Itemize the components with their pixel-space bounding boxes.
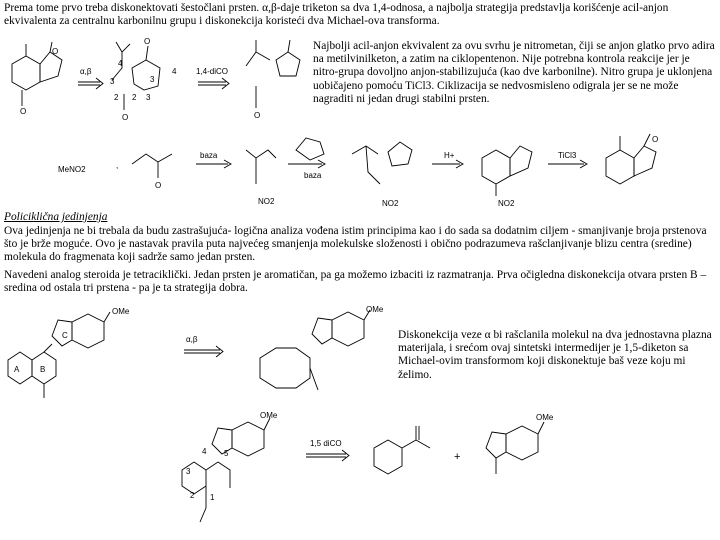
atom-number: 4	[202, 447, 207, 456]
arrow-label-1-5-dico: 1,5 diCO	[310, 439, 342, 448]
acyl-anion-paragraph: Najbolji acil-anjon ekvivalent za ovu svrhu je nitrometan, čiji se anjon glatko prvo adira na metilvinilketon, a zatim na ciklopentenon. Nije potrebna kontrola reakcije jer je nitro-grupa dovoljno anjon-stabilizujuća (kao dve karbonilne). Nitro grupa je uklonjena uobičajeno pomoću TiCl3. Ciklizacija se nedvosmisleno odigrala jer se ne može nagraditi ni jedan drugi stabilni prsten.	[313, 40, 715, 105]
atom-number: 3	[186, 467, 191, 476]
arrow-label-1-4-dico: 1,4-diCO	[196, 67, 229, 76]
intro-paragraph: Prema tome prvo treba diskonektovati šestočlani prsten. α,β-daje triketon sa dva 1,4-odnosa, a najbolja strategija predstavlja korišćenje acil-anjon ekvivalenta za centralnu karbonilnu grupu i diskonekcija koristeći dva Michael-ova transforma.	[4, 2, 669, 28]
arrow-label-alpha-beta: α,β	[186, 335, 198, 344]
atom-number: 1	[210, 493, 215, 502]
comma: ,	[116, 161, 119, 170]
nitro-label: NO2	[258, 197, 275, 206]
five-ring	[40, 52, 62, 82]
base-label: baza	[304, 171, 322, 180]
atom-number: 3	[110, 77, 115, 86]
oxygen-label: O	[254, 111, 261, 120]
retrosynthesis-scheme-1	[0, 38, 312, 128]
atom-number: 2	[132, 93, 137, 102]
oxygen-label: O	[144, 37, 151, 46]
nitro-label: NO2	[382, 199, 399, 208]
diketone-scheme	[170, 408, 720, 536]
oxygen-label: O	[20, 107, 27, 116]
atom-number: 3	[146, 93, 151, 102]
reagent-menO2: MeNO2	[58, 165, 86, 174]
oxygen-label: O	[122, 113, 129, 122]
polycyclic-paragraph: Ova jedinjenja ne bi trebala da budu zastrašujuća- logična analiza vođena istim principima kao i do sada sa dodatnim ciljem - smanjivanje broja prstenova što je brže moguće. Ovo je nastavak pravila puta najvećeg smanjenja molekulske složenosti i obično podrazumeva rašclanjivanje blizu centra (sredine) molekula do fragmenata koji sadrže samo jedan prsten.	[4, 225, 707, 264]
disconnection-paragraph: Diskonekcija veze α bi rašclanila molekul na dva jednostavna plazna materijala, i srećom ovaj sintetski intermedijer je 1,5-diketon sa Michael-ovim transformom koji diskonektuje baš veze koju mi želimo.	[398, 329, 712, 381]
section-title: Policiklična jedinjenja	[4, 211, 108, 223]
base-label: baza	[200, 151, 218, 160]
atom-number: 4	[118, 59, 123, 68]
methoxy-label: OMe	[260, 411, 278, 420]
atom-number: 3	[150, 75, 155, 84]
oxygen-label: O	[652, 135, 659, 144]
atom-number: 5	[224, 449, 229, 458]
methoxy-label: OMe	[536, 413, 554, 422]
steroid-paragraph: Navedeni analog steroida je tetraciklički. Jedan prsten je aromatičan, pa ga možemo izbaciti iz razmatranja. Prva očigledna diskonekcija otvara prsten B – sredina od ostala tri prstena - pa je ta strategija dobra.	[4, 269, 707, 295]
ticl3-label: TiCl3	[558, 151, 577, 160]
plus-sign: +	[454, 451, 461, 463]
synthesis-scheme-nitromethane	[0, 128, 720, 212]
atom-number: 2	[190, 491, 195, 500]
ring-c-label: C	[62, 331, 68, 340]
nitro-label: NO2	[498, 199, 515, 208]
ring-b-label: B	[40, 365, 46, 374]
methoxy-label: OMe	[366, 305, 384, 314]
acid-label: H+	[444, 151, 455, 160]
oxygen-label: O	[155, 181, 162, 190]
oxygen-label: O	[52, 47, 59, 56]
atom-number: 4	[172, 67, 177, 76]
steroid-scheme	[0, 302, 400, 402]
methoxy-label: OMe	[112, 307, 130, 316]
arrow-label-alpha-beta: α,β	[80, 67, 92, 76]
ring-a-label: A	[14, 365, 20, 374]
six-ring	[12, 56, 40, 90]
atom-number: 2	[114, 93, 119, 102]
